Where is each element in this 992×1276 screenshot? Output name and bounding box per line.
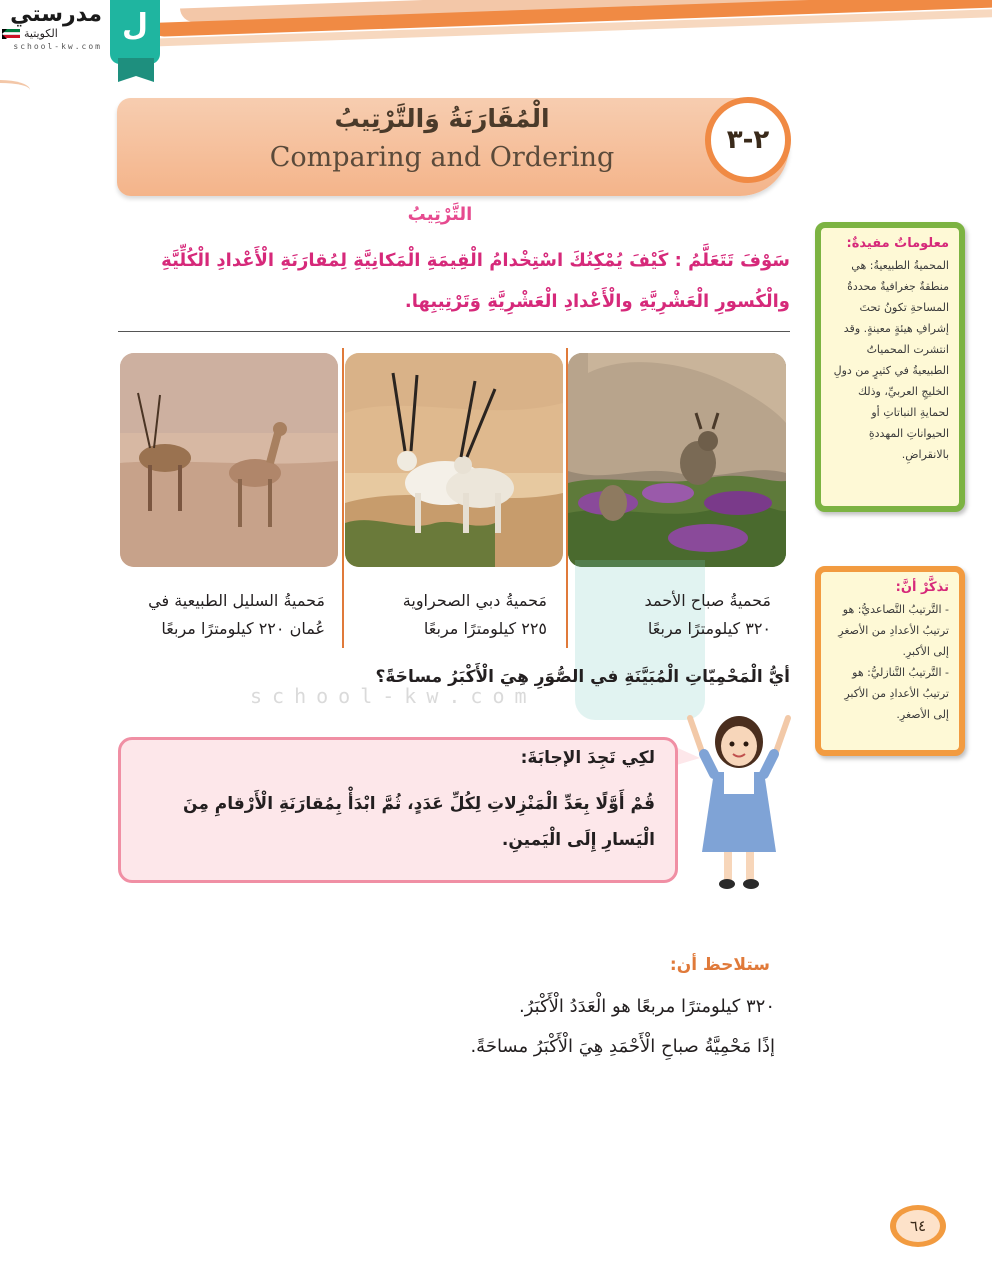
- caption-line: مَحميةُ صباح الأحمد: [644, 591, 771, 610]
- lesson-title-banner: [117, 98, 789, 196]
- hint-body: قُمْ أَوَّلًا بِعَدِّ الْمَنْزِلاتِ لِكُلِّ عَدَدٍ، ثُمَّ ابْدَأْ بِمُقارَنَةِ الْأَرْقامِ مِنَ الْيَسارِ إِلَى الْيَمينِ.: [183, 794, 655, 850]
- page-number: ٦٤: [896, 1210, 940, 1242]
- photo-dubai-desert-reserve: [345, 353, 563, 567]
- caption-line: ٢٢٥ كيلومترًا مربعًا: [423, 619, 547, 638]
- photo-al-saleel-reserve: [120, 353, 338, 567]
- photo-caption-sabah: [556, 587, 771, 643]
- info-box-body: المحميةُ الطبيعيةُ: هي منطقةٌ جغرافيةٌ محددةُ المساحةِ تكونُ تحتَ إشرافِ هيئةٍ معينةٍ. وقد انتشرت المحمياتُ الطبيعيةُ في كثيرٍ من دولِ الخليجِ العربيِّ، وذلك لحمايةِ النباتاتِ أو الحيواناتِ المهددةِ بالانقراضِ.: [833, 259, 949, 461]
- lesson-number-badge: ٢-٣: [705, 97, 791, 183]
- objective-text: كَيْفَ يُمْكِنُكَ اسْتِخْدامُ الْقِيمَةِ الْمَكانِيَّةِ لِمُقارَنَةِ الْأَعْدادِ الْكُلِّيَّةِ والْكُسورِ الْعَشْرِيَّةِ والْأَعْدادِ الْعَشْرِيَّةِ وَتَرْتِيبِها.: [161, 250, 790, 312]
- hint-title: لكِي تَجِدَ الإجابَةَ:: [520, 748, 655, 768]
- page-number-badge: [890, 1205, 946, 1247]
- bookmark-icon: [118, 58, 154, 82]
- caption-line: مَحميةُ السليل الطبيعية في: [148, 591, 325, 610]
- caption-line: عُمان ٢٢٠ كيلومترًا مربعًا: [161, 619, 325, 638]
- watermark-text: school-kw.com: [250, 684, 537, 708]
- brand-name: مدرستي: [10, 2, 102, 27]
- brand-text: [2, 2, 102, 51]
- lesson-title-english: Comparing and Ordering: [269, 142, 615, 173]
- section-title: التَّرْتِيبُ: [407, 204, 473, 225]
- hint-speech-bubble: [118, 737, 678, 883]
- caption-line: ٣٢٠ كيلومترًا مربعًا: [647, 619, 771, 638]
- useful-info-box: [815, 222, 965, 512]
- observation-label: ستلاحظ أن:: [669, 955, 770, 975]
- lesson-title-arabic: الْمُقَارَنَةُ وَالتَّرْتِيبُ: [334, 104, 550, 133]
- objective-lead: سَوْفَ تَتَعَلَّمُ :: [674, 250, 790, 271]
- divider: [118, 331, 790, 332]
- remember-item-descending: - التَّرتيبُ التَّنازليُّ: هو ترتيبُ الأعدادِ من الأكبرِ إلى الأصغرِ.: [844, 666, 949, 721]
- kuwait-flag-icon: [2, 29, 20, 39]
- brand-logo-glyph: ل: [121, 8, 149, 43]
- learning-objective: [118, 240, 790, 322]
- brand-url: school-kw.com: [13, 42, 102, 51]
- remember-box: [815, 566, 965, 756]
- brand-subtitle: الكويتية: [24, 27, 58, 40]
- photo-caption-dubai: [332, 587, 547, 643]
- photo-sabah-al-ahmad-reserve: [568, 353, 786, 567]
- girl-character-illustration: [684, 712, 794, 892]
- brand-subtitle-row: [2, 27, 102, 40]
- remember-box-title: تذكَّرْ أنَّ:: [895, 580, 949, 595]
- brand-logo-icon: [110, 0, 160, 64]
- observation-line: إذًا مَحْمِيَّةُ صباحِ الْأَحْمَدِ هِيَ الْأَكْبَرُ مساحَةً.: [470, 1036, 775, 1057]
- caption-line: مَحميةُ دبي الصحراوية: [402, 591, 547, 610]
- remember-item-ascending: - التَّرتيبُ التَّصاعديُّ: هو ترتيبُ الأعدادِ من الأصغرِ إلى الأكبرِ.: [838, 603, 949, 658]
- observation-line: ٣٢٠ كيلومترًا مربعًا هو الْعَدَدُ الْأَكْبَرُ.: [519, 996, 775, 1017]
- question-text: أيُّ الْمَحْمِيّاتِ الْمُبَيَّنَةِ في الصُّوَرِ هِيَ الْأَكْبَرُ مساحَةً؟: [375, 667, 790, 687]
- brand-logo-area[interactable]: [0, 0, 175, 80]
- photo-caption-saleel: [110, 587, 325, 643]
- info-box-title: معلوماتٌ مفيدةٌ:: [846, 236, 949, 251]
